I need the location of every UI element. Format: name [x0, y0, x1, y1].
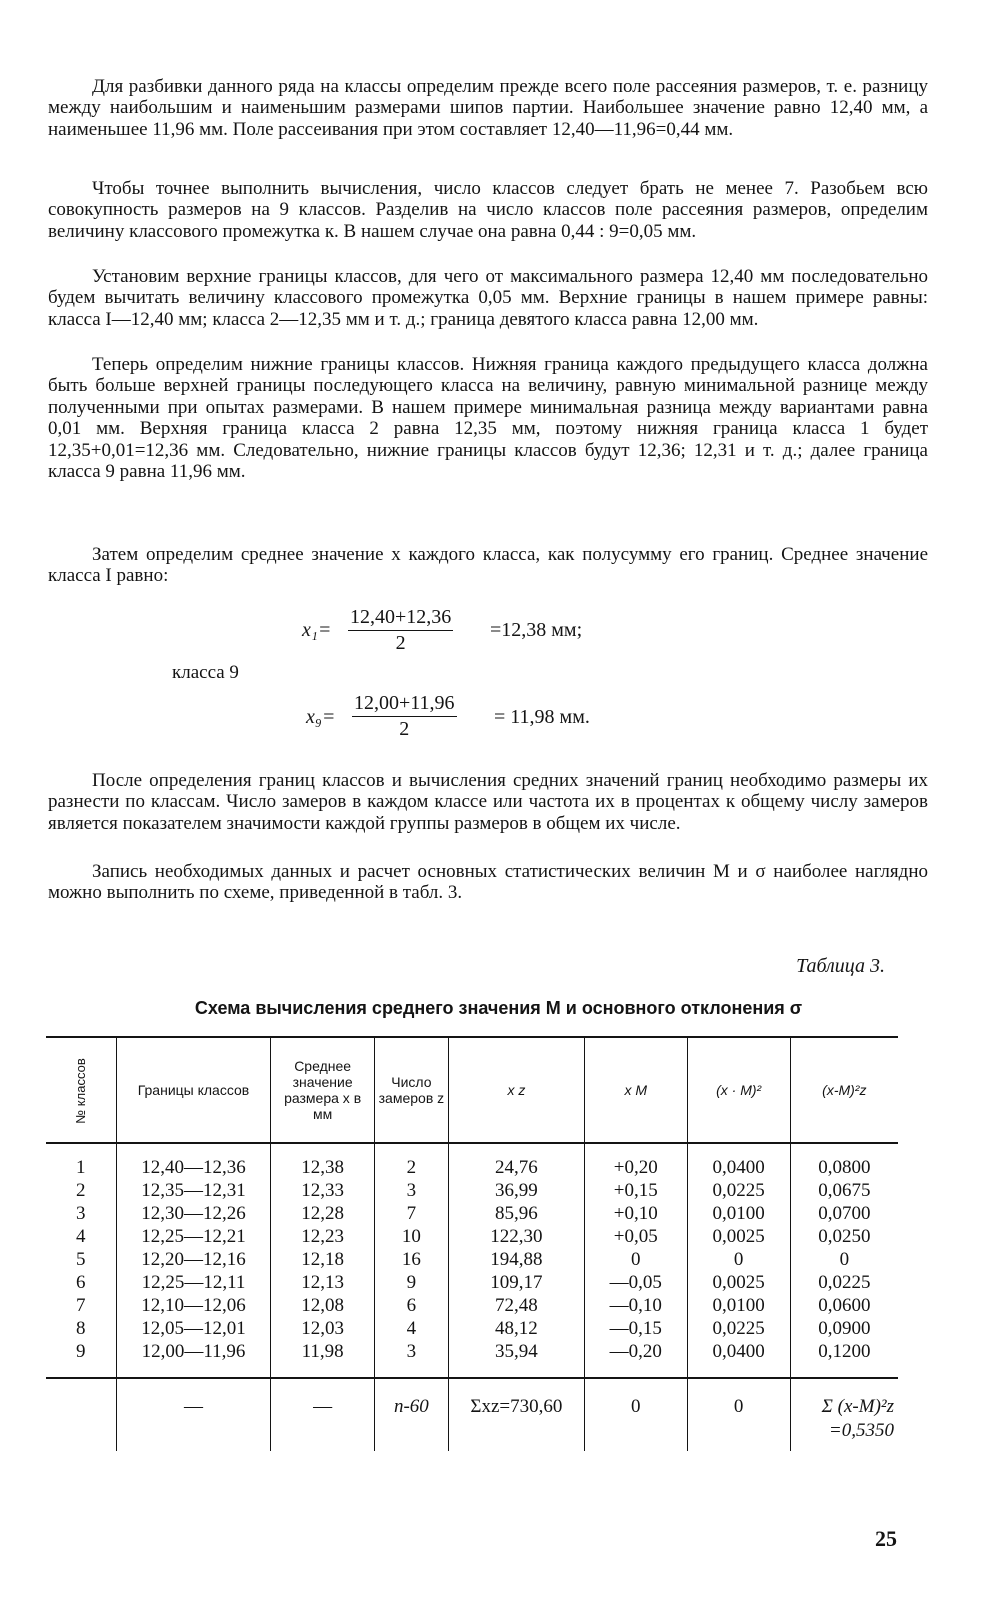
cell-class-bounds: 12,40—12,36 — [116, 1143, 271, 1179]
formula-2-result: = 11,98 мм. — [494, 706, 590, 728]
cell-measurement-count: 10 — [374, 1225, 448, 1248]
table-row — [46, 1225, 898, 1248]
table-header-row — [46, 1037, 898, 1143]
header-xz: x z — [449, 1037, 585, 1143]
table-totals-row — [46, 1378, 898, 1451]
header-x-minus-m-squared-z: (x-M)²z — [790, 1037, 898, 1143]
cell-x-minus-m-squared: 0,0225 — [687, 1317, 790, 1340]
total-cell-x-minus-m-squared: 0 — [687, 1378, 790, 1451]
paragraph-table-reference: Запись необходимых данных и расчет основных статистических величин M и σ наиболее наглядно можно выполнить по схеме, приведенной в табл. 3. — [48, 861, 928, 904]
paragraph-distribution: После определения границ классов и вычисления средних значений границ необходимо размеры их разнести по классам. Число замеров в каждом классе или частота их в процентах к общему числу замеров является показателем значимости каждой группы размеров в общем их числе. — [48, 770, 928, 834]
cell-x-minus-m: +0,15 — [584, 1179, 687, 1202]
table-row — [46, 1271, 898, 1294]
cell-xz: 194,88 — [449, 1248, 585, 1271]
cell-mean-size: 12,03 — [271, 1317, 374, 1340]
page-number: 25 — [875, 1526, 897, 1551]
cell-class-number: 4 — [76, 1226, 86, 1247]
header-x-minus-m: x M — [584, 1037, 687, 1143]
header-class-number: № классов — [72, 1058, 88, 1124]
total-cell-mean-size: — — [271, 1378, 374, 1451]
total-cell-class-number — [46, 1378, 116, 1451]
formula-1-lhs: x₁= — [302, 619, 332, 641]
total-cell-sum-xz: Σxz=730,60 — [449, 1378, 585, 1451]
table-row — [46, 1317, 898, 1340]
table-caption: Таблица 3. — [796, 955, 885, 977]
cell-measurement-count: 2 — [374, 1143, 448, 1179]
cell-xz: 72,48 — [449, 1294, 585, 1317]
formula-2-numerator: 12,00+11,96 — [352, 692, 457, 717]
cell-class-number: 8 — [76, 1318, 86, 1339]
cell-x-minus-m-squared-z: 0,0675 — [790, 1179, 898, 1202]
cell-x-minus-m: —0,10 — [584, 1294, 687, 1317]
table-row — [46, 1340, 898, 1378]
total-cell-sum-squared: Σ (x-M)²z =0,5350 — [790, 1378, 898, 1451]
cell-x-minus-m: 0 — [584, 1248, 687, 1271]
cell-x-minus-m-squared-z: 0,0700 — [790, 1202, 898, 1225]
cell-mean-size: 12,38 — [271, 1143, 374, 1179]
cell-xz: 36,99 — [449, 1179, 585, 1202]
total-cell-class-bounds: — — [116, 1378, 271, 1451]
cell-class-number: 5 — [76, 1249, 86, 1270]
cell-class-bounds: 12,05—12,01 — [116, 1317, 271, 1340]
formula-1-denominator: 2 — [395, 632, 406, 654]
cell-x-minus-m: —0,20 — [584, 1340, 687, 1378]
cell-xz: 109,17 — [449, 1271, 585, 1294]
cell-measurement-count: 4 — [374, 1317, 448, 1340]
cell-x-minus-m: +0,10 — [584, 1202, 687, 1225]
cell-x-minus-m: —0,05 — [584, 1271, 687, 1294]
table-row — [46, 1248, 898, 1271]
cell-x-minus-m-squared: 0,0100 — [687, 1202, 790, 1225]
cell-measurement-count: 7 — [374, 1202, 448, 1225]
cell-mean-size: 12,13 — [271, 1271, 374, 1294]
cell-class-number: 9 — [76, 1341, 86, 1362]
cell-xz: 122,30 — [449, 1225, 585, 1248]
cell-xz: 48,12 — [449, 1317, 585, 1340]
formula-1-fraction — [348, 606, 453, 655]
cell-x-minus-m-squared: 0 — [687, 1248, 790, 1271]
cell-mean-size: 12,33 — [271, 1179, 374, 1202]
cell-x-minus-m-squared: 0,0025 — [687, 1271, 790, 1294]
paragraph-lower-bounds: Теперь определим нижние границы классов. Нижняя граница каждого предыдущего класса должна быть больше верхней границы последующего класса на величину, равную минимальной разнице между полученными при опытах размерами. В нашем примере минимальная разница между вариантами равна 0,01 мм. Верхняя граница класса 2 равна 12,35 мм, поэтому нижняя граница класса 1 будет 12,35+0,01=12,36 мм. Следовательно, нижние границы классов будут 12,36; 12,31 и т. д.; далее граница класса 9 равна 11,96 мм. — [48, 354, 928, 483]
cell-measurement-count: 3 — [374, 1340, 448, 1378]
cell-x-minus-m: +0,20 — [584, 1143, 687, 1179]
statistics-table — [46, 1036, 898, 1451]
cell-mean-size: 12,23 — [271, 1225, 374, 1248]
table-body — [46, 1143, 898, 1378]
formula-2-lhs: x₉= — [306, 706, 336, 728]
cell-measurement-count: 9 — [374, 1271, 448, 1294]
cell-mean-size: 12,18 — [271, 1248, 374, 1271]
formula-1-numerator: 12,40+12,36 — [348, 606, 453, 631]
formula-label-class-9: класса 9 — [172, 662, 239, 683]
formula-2-denominator: 2 — [399, 718, 410, 740]
cell-x-minus-m-squared-z: 0,1200 — [790, 1340, 898, 1378]
cell-class-bounds: 12,25—12,11 — [116, 1271, 271, 1294]
cell-class-number: 3 — [76, 1203, 86, 1224]
cell-xz: 35,94 — [449, 1340, 585, 1378]
cell-class-bounds: 12,20—12,16 — [116, 1248, 271, 1271]
cell-class-number: 1 — [76, 1157, 86, 1178]
cell-class-number: 6 — [76, 1272, 86, 1293]
formula-2-fraction — [352, 692, 457, 741]
paragraph-mean-value: Затем определим среднее значение x каждого класса, как полусумму его границ. Среднее значение класса I равно: — [48, 544, 928, 587]
cell-class-bounds: 12,30—12,26 — [116, 1202, 271, 1225]
cell-x-minus-m-squared-z: 0,0225 — [790, 1271, 898, 1294]
paragraph-class-split: Для разбивки данного ряда на классы определим прежде всего поле рассеяния размеров, т. е. разницу между наибольшим и наименьшим размерами шипов партии. Наибольшее значение равно 12,40 мм, а наименьшее 11,96 мм. Поле рассеивания при этом составляет 12,40—11,96=0,44 мм. — [48, 76, 928, 140]
cell-class-bounds: 12,35—12,31 — [116, 1179, 271, 1202]
cell-x-minus-m: +0,05 — [584, 1225, 687, 1248]
cell-x-minus-m-squared: 0,0100 — [687, 1294, 790, 1317]
cell-x-minus-m-squared: 0,0225 — [687, 1179, 790, 1202]
cell-class-bounds: 12,25—12,21 — [116, 1225, 271, 1248]
cell-xz: 24,76 — [449, 1143, 585, 1179]
cell-class-bounds: 12,00—11,96 — [116, 1340, 271, 1378]
cell-x-minus-m-squared-z: 0 — [790, 1248, 898, 1271]
header-mean-size: Среднее значение размера x в мм — [271, 1037, 374, 1143]
cell-x-minus-m-squared-z: 0,0900 — [790, 1317, 898, 1340]
header-x-minus-m-squared: (x · M)² — [687, 1037, 790, 1143]
header-class-bounds: Границы классов — [116, 1037, 271, 1143]
cell-mean-size: 12,28 — [271, 1202, 374, 1225]
cell-class-bounds: 12,10—12,06 — [116, 1294, 271, 1317]
cell-measurement-count: 3 — [374, 1179, 448, 1202]
cell-measurement-count: 6 — [374, 1294, 448, 1317]
cell-xz: 85,96 — [449, 1202, 585, 1225]
cell-class-number: 2 — [76, 1180, 86, 1201]
cell-measurement-count: 16 — [374, 1248, 448, 1271]
table-title: Схема вычисления среднего значения M и основного отклонения σ — [194, 998, 803, 1018]
cell-mean-size: 11,98 — [271, 1340, 374, 1378]
paragraph-upper-bounds: Установим верхние границы классов, для чего от максимального размера 12,40 мм последовательно будем вычитать величину классового промежутка 0,05 мм. Верхние границы в нашем примере равны: класса I—12,40 мм; класса 2—12,35 мм и т. д.; граница девятого класса равна 12,00 мм. — [48, 266, 928, 330]
total-cell-n: n-60 — [374, 1378, 448, 1451]
cell-x-minus-m-squared-z: 0,0600 — [790, 1294, 898, 1317]
cell-x-minus-m-squared: 0,0400 — [687, 1143, 790, 1179]
paragraph-class-count: Чтобы точнее выполнить вычисления, число классов следует брать не менее 7. Разобьем всю совокупность размеров на 9 классов. Разделив на число классов поле рассеяния размеров, определим величину классового промежутка к. В нашем случае она равна 0,44 : 9=0,05 мм. — [48, 178, 928, 242]
cell-x-minus-m: —0,15 — [584, 1317, 687, 1340]
table-row — [46, 1294, 898, 1317]
header-measurement-count: Число замеров z — [374, 1037, 448, 1143]
cell-x-minus-m-squared: 0,0025 — [687, 1225, 790, 1248]
total-cell-x-minus-m: 0 — [584, 1378, 687, 1451]
table-row — [46, 1202, 898, 1225]
table-row — [46, 1179, 898, 1202]
cell-x-minus-m-squared-z: 0,0250 — [790, 1225, 898, 1248]
cell-x-minus-m-squared: 0,0400 — [687, 1340, 790, 1378]
cell-class-number: 7 — [76, 1295, 86, 1316]
cell-x-minus-m-squared-z: 0,0800 — [790, 1143, 898, 1179]
table-row — [46, 1143, 898, 1179]
formula-1-result: =12,38 мм; — [490, 619, 583, 641]
cell-mean-size: 12,08 — [271, 1294, 374, 1317]
